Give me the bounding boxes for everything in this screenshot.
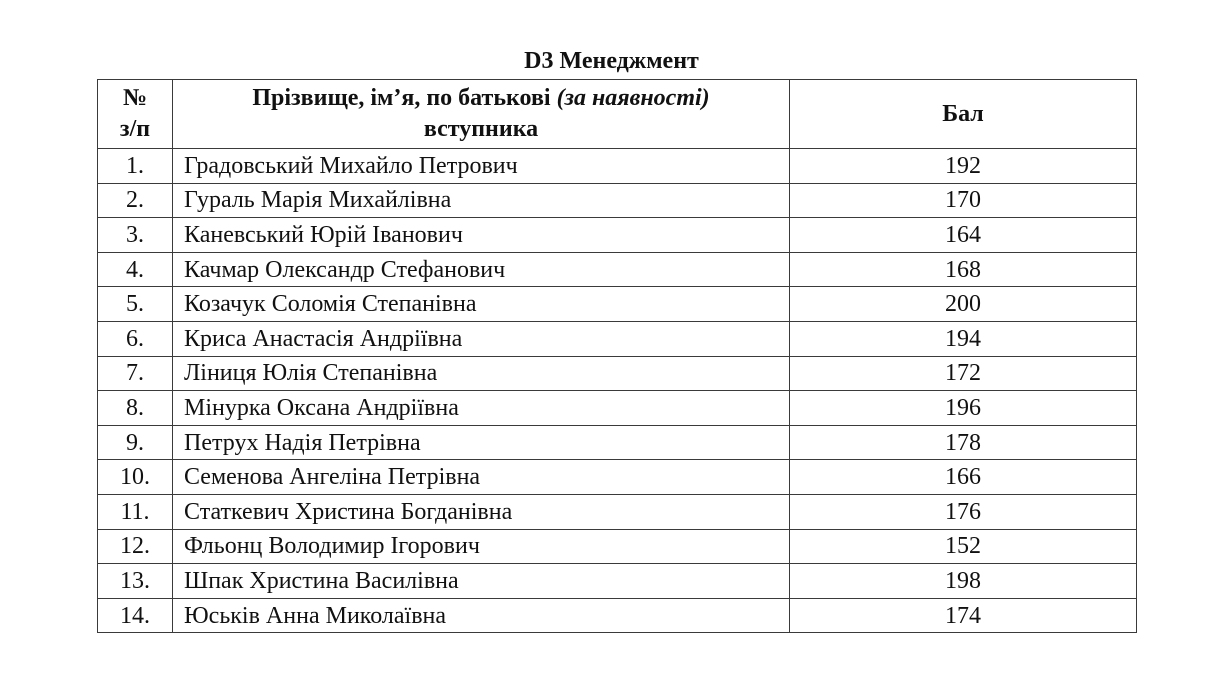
row-score: 168 [790, 252, 1137, 287]
page-title: D3 Менеджмент [524, 48, 699, 74]
row-name: Фльонц Володимир Ігорович [173, 529, 790, 564]
row-score: 172 [790, 356, 1137, 391]
header-number-symbol: № [122, 85, 148, 111]
row-number: 4. [98, 252, 173, 287]
row-score: 176 [790, 494, 1137, 529]
row-number: 11. [98, 494, 173, 529]
row-name: Качмар Олександр Стефанович [173, 252, 790, 287]
row-name: Ліниця Юлія Степанівна [173, 356, 790, 391]
header-number [98, 80, 173, 149]
table-body [98, 149, 1137, 633]
row-number: 9. [98, 425, 173, 460]
row-number: 12. [98, 529, 173, 564]
table-row [98, 356, 1137, 391]
header-name-line2: вступника [423, 116, 539, 142]
table-header [98, 80, 1137, 149]
table-row [98, 218, 1137, 253]
row-number: 7. [98, 356, 173, 391]
header-score: Бал [790, 80, 1137, 149]
table-row [98, 391, 1137, 426]
header-name-main: Прізвище, ім’я, по батькові [252, 85, 557, 111]
row-name: Семенова Ангеліна Петрівна [173, 460, 790, 495]
row-number: 5. [98, 287, 173, 322]
row-name: Мінурка Оксана Андріївна [173, 391, 790, 426]
row-name: Петрух Надія Петрівна [173, 425, 790, 460]
row-name: Криса Анастасія Андріївна [173, 321, 790, 356]
row-score: 166 [790, 460, 1137, 495]
row-number: 13. [98, 564, 173, 599]
header-name-note: (за наявності) [556, 85, 710, 111]
table-row [98, 564, 1137, 599]
table-row [98, 321, 1137, 356]
row-number: 3. [98, 218, 173, 253]
table-row [98, 425, 1137, 460]
header-name [173, 80, 790, 149]
row-name: Статкевич Христина Богданівна [173, 494, 790, 529]
row-score: 192 [790, 149, 1137, 184]
row-score: 178 [790, 425, 1137, 460]
table-row [98, 149, 1137, 184]
header-row [98, 80, 1137, 149]
row-name: Гураль Марія Михайлівна [173, 183, 790, 218]
row-score: 194 [790, 321, 1137, 356]
table-row [98, 529, 1137, 564]
row-number: 6. [98, 321, 173, 356]
row-score: 200 [790, 287, 1137, 322]
row-score: 170 [790, 183, 1137, 218]
row-name: Юськів Анна Миколаївна [173, 598, 790, 633]
row-number: 1. [98, 149, 173, 184]
row-score: 198 [790, 564, 1137, 599]
row-number: 10. [98, 460, 173, 495]
table-row [98, 460, 1137, 495]
table-row [98, 494, 1137, 529]
header-number-abbrev: з/п [119, 116, 151, 142]
table-row [98, 598, 1137, 633]
row-number: 14. [98, 598, 173, 633]
results-table [97, 79, 1137, 633]
table-row [98, 252, 1137, 287]
row-score: 164 [790, 218, 1137, 253]
row-score: 174 [790, 598, 1137, 633]
row-score: 152 [790, 529, 1137, 564]
table-row [98, 183, 1137, 218]
row-number: 2. [98, 183, 173, 218]
row-number: 8. [98, 391, 173, 426]
row-name: Козачук Соломія Степанівна [173, 287, 790, 322]
row-score: 196 [790, 391, 1137, 426]
row-name: Каневський Юрій Іванович [173, 218, 790, 253]
row-name: Градовський Михайло Петрович [173, 149, 790, 184]
table-row [98, 287, 1137, 322]
row-name: Шпак Христина Василівна [173, 564, 790, 599]
